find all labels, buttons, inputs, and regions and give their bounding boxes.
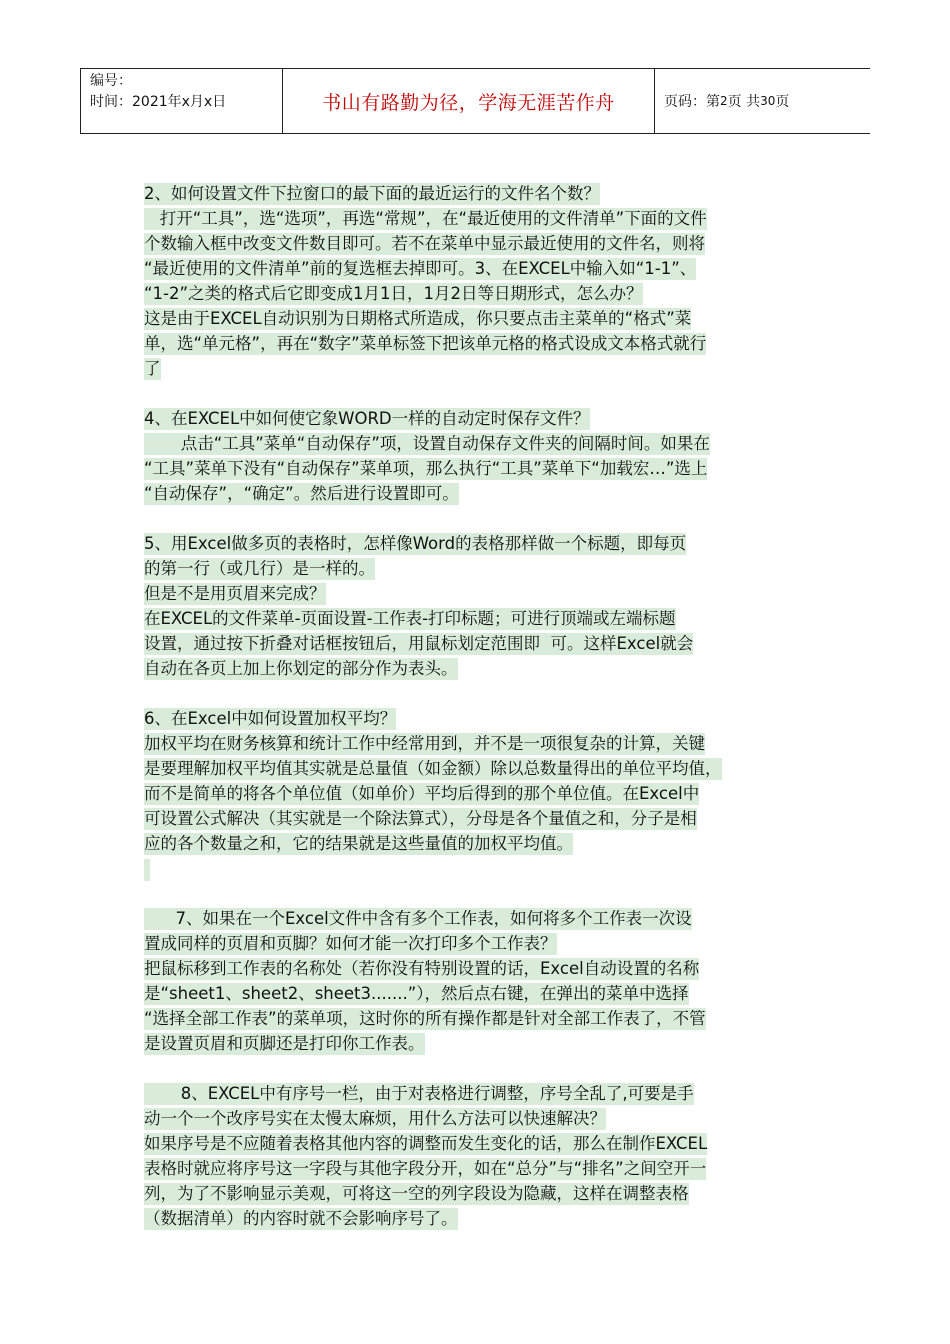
page-total: 30 bbox=[760, 94, 776, 108]
section-q2-q3 bbox=[144, 181, 824, 381]
text-line: 应的各个数量之和，它的结果就是这些量值的加权平均值。 bbox=[144, 834, 573, 853]
paragraph-gap bbox=[144, 681, 824, 706]
text-line: （数据清单）的内容时就不会影响序号了。 bbox=[144, 1209, 458, 1228]
page-current: 2 bbox=[720, 94, 728, 108]
page-header-table bbox=[80, 68, 870, 134]
text-line: 打开“工具”，选“选项”，再选“常规”，在“最近使用的文件清单”下面的文件 bbox=[144, 209, 707, 228]
text-line: 6、在Excel中如何设置加权平均？ bbox=[144, 709, 397, 728]
text-line: 列，为了不影响显示美观，可将这一空的列字段设为隐藏，这样在调整表格 bbox=[144, 1184, 689, 1203]
text-line: 把鼠标移到工作表的名称处（若你没有特别设置的话，Excel自动设置的名称 bbox=[144, 959, 700, 978]
paragraph-gap bbox=[144, 881, 824, 906]
page-suffix: 页 bbox=[775, 94, 790, 110]
serial-number-label: 编号： bbox=[90, 73, 132, 89]
paragraph-gap bbox=[144, 381, 824, 406]
text-line: 置成同样的页眉和页脚？如何才能一次打印多个工作表？ bbox=[144, 934, 557, 953]
paragraph-gap bbox=[144, 1056, 824, 1081]
header-motto-cell bbox=[283, 69, 655, 133]
text-line: 是设置页眉和页脚还是打印你工作表。 bbox=[144, 1034, 425, 1053]
text-line: 但是不是用页眉来完成？ bbox=[144, 584, 326, 603]
section-q8 bbox=[144, 1081, 824, 1231]
text-line: 加权平均在财务核算和统计工作中经常用到，并不是一项很复杂的计算，关键 bbox=[144, 734, 705, 753]
text-line: 7、如果在一个Excel文件中含有多个工作表，如何将多个工作表一次设 bbox=[144, 909, 692, 928]
text-line: “工具”菜单下没有“自动保存”菜单项，那么执行“工具”菜单下“加载宏…”选上 bbox=[144, 459, 708, 478]
header-meta-cell bbox=[81, 69, 283, 133]
text-line: 的第一行（或几行）是一样的。 bbox=[144, 559, 375, 578]
date-label: 时间：2021年x月x日 bbox=[90, 94, 227, 110]
text-line: “1-2”之类的格式后它即变成1月1日，1月2日等日期形式，怎么办？ bbox=[144, 284, 643, 303]
empty-highlight-line bbox=[144, 856, 824, 881]
text-line: 2、如何设置文件下拉窗口的最下面的最近运行的文件名个数？ bbox=[144, 184, 600, 203]
text-line: 设置，通过按下折叠对话框按钮后，用鼠标划定范围即 可。这样Excel就会 bbox=[144, 634, 694, 653]
section-q4 bbox=[144, 406, 824, 506]
text-line: 4、在EXCEL中如何使它象WORD一样的自动定时保存文件？ bbox=[144, 409, 590, 428]
text-line: 表格时就应将序号这一字段与其他字段分开，如在“总分”与“排名”之间空开一 bbox=[144, 1159, 707, 1178]
paragraph-gap bbox=[144, 506, 824, 531]
text-line: 是要理解加权平均值其实就是总量值（如金额）除以总数量得出的单位平均值， bbox=[144, 759, 722, 778]
document-body bbox=[144, 181, 824, 1231]
section-q7 bbox=[144, 906, 824, 1056]
text-line: 而不是简单的将各个单位值（如单价）平均后得到的那个单位值。在Excel中 bbox=[144, 784, 700, 803]
text-line: 了 bbox=[144, 359, 161, 378]
text-line: 是“sheet1、sheet2、sheet3.......”），然后点右键，在弹出的菜单中选择 bbox=[144, 984, 689, 1003]
text-line: “最近使用的文件清单”前的复选框去掉即可。3、在EXCEL中输入如“1-1”、 bbox=[144, 259, 697, 278]
text-line: 这是由于EXCEL自动识别为日期格式所造成，你只要点击主菜单的“格式”菜 bbox=[144, 309, 692, 328]
text-line: 5、用Excel做多页的表格时，怎样像Word的表格那样做一个标题，即每页 bbox=[144, 534, 687, 553]
text-line: 可设置公式解决（其实就是一个除法算式），分母是各个量值之和，分子是相 bbox=[144, 809, 697, 828]
text-line: 单，选“单元格”，再在“数字”菜单标签下把该单元格的格式设成文本格式就行 bbox=[144, 334, 707, 353]
highlight-marker bbox=[144, 859, 150, 881]
header-page-cell bbox=[655, 69, 870, 133]
page-mid: 页 共 bbox=[727, 94, 761, 110]
section-q6 bbox=[144, 706, 824, 856]
text-line: 在EXCEL的文件菜单-页面设置-工作表-打印标题；可进行顶端或左端标题 bbox=[144, 609, 676, 628]
text-line: 自动在各页上加上你划定的部分作为表头。 bbox=[144, 659, 458, 678]
text-line: 如果序号是不应随着表格其他内容的调整而发生变化的话，那么在制作EXCEL bbox=[144, 1134, 708, 1153]
motto-text: 书山有路勤为径，学海无涯苦作舟 bbox=[322, 91, 615, 114]
page-prefix: 页码：第 bbox=[664, 94, 720, 110]
text-line: 点击“工具”菜单“自动保存”项，设置自动保存文件夹的间隔时间。如果在 bbox=[144, 434, 710, 453]
text-line: 动一个一个改序号实在太慢太麻烦，用什么方法可以快速解决？ bbox=[144, 1109, 606, 1128]
text-line: “自动保存”，“确定”。然后进行设置即可。 bbox=[144, 484, 459, 503]
text-line: 个数输入框中改变文件数目即可。若不在菜单中显示最近使用的文件名，则将 bbox=[144, 234, 705, 253]
text-line: 8、EXCEL中有序号一栏，由于对表格进行调整，序号全乱了,可要是手 bbox=[144, 1084, 694, 1103]
section-q5 bbox=[144, 531, 824, 681]
text-line: “选择全部工作表”的菜单项，这时你的所有操作都是针对全部工作表了，不管 bbox=[144, 1009, 706, 1028]
